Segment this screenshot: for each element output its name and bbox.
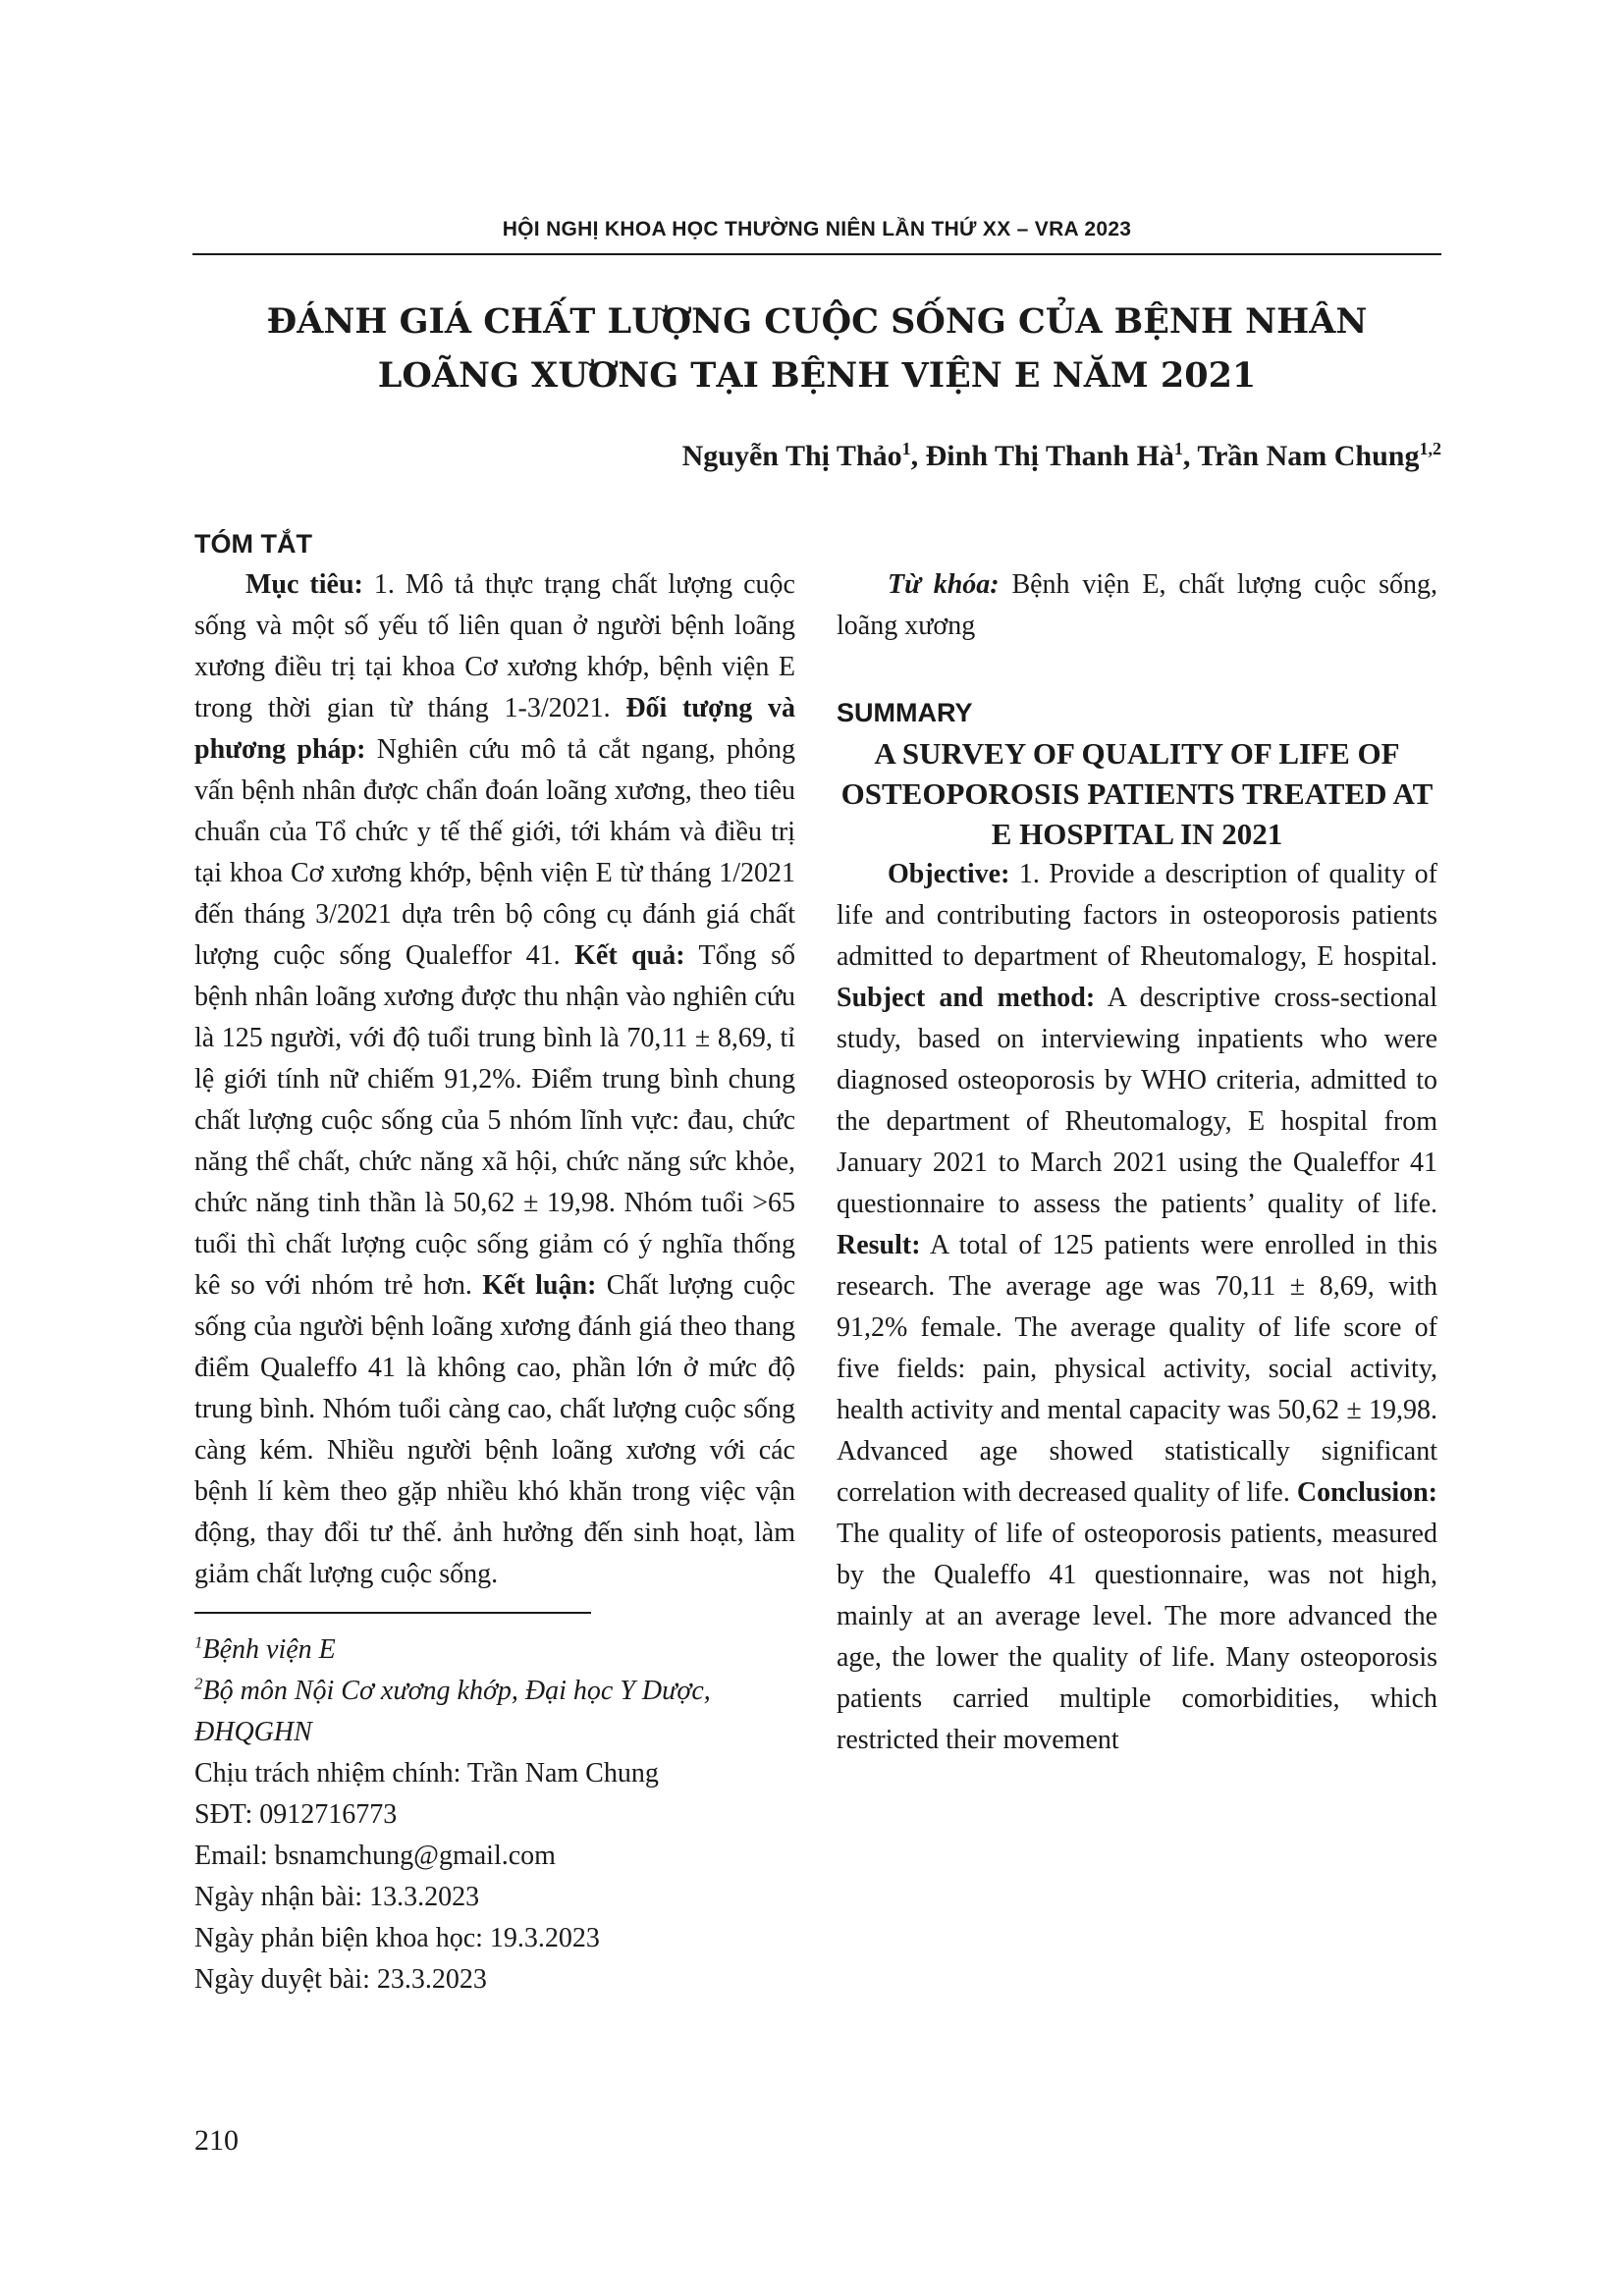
results-label: Kết quả: (574, 940, 685, 971)
footnote-text: Bộ môn Nội Cơ xương khớp, Đại học Y Dược, ĐHQGHN (194, 1676, 711, 1747)
title-line-1: ĐÁNH GIÁ CHẤT LƯỢNG CUỘC SỐNG CỦA BỆNH NHÂN (266, 301, 1368, 342)
title-line-2: LOÃNG XƯƠNG TẠI BỆNH VIỆN E NĂM 2021 (377, 355, 1257, 396)
page-number: 210 (194, 2124, 239, 2157)
objective-label: Mục tiêu: (245, 569, 363, 600)
en-title: A SURVEY OF QUALITY OF LIFE OF OSTEOPOROSIS PATIENTS TREATED AT E HOSPITAL IN 2021 (840, 736, 1434, 851)
en-abstract-heading: SUMMARY (837, 698, 973, 727)
email: Email: bsnamchung@gmail.com (194, 1841, 556, 1871)
author-list (682, 440, 1441, 473)
footnote-affiliation-1 (194, 1629, 803, 1671)
en-objective-label: Objective: (888, 859, 1010, 889)
footnote-mark: 2 (194, 1674, 203, 1693)
author-affiliation: 1 (901, 439, 911, 458)
author-separator: , (910, 440, 926, 472)
header-rule (192, 253, 1441, 255)
date-accepted: Ngày duyệt bài: 23.3.2023 (194, 1964, 487, 1995)
en-method-label: Subject and method: (837, 983, 1096, 1013)
keywords-label: Từ khóa: (888, 569, 1000, 600)
en-abstract-body (837, 854, 1437, 1761)
left-column (194, 523, 795, 1595)
author-name: Nguyễn Thị Thảo (681, 440, 902, 472)
keywords-text: Bệnh viện E, chất lượng cuộc sống, loãng xương (837, 569, 1437, 641)
author-affiliation: 1 (1173, 439, 1183, 458)
vn-abstract-body (194, 564, 795, 1595)
phone: SĐT: 0912716773 (194, 1799, 398, 1830)
date-reviewed: Ngày phản biện khoa học: 19.3.2023 (194, 1923, 600, 1953)
vn-abstract-heading: TÓM TẮT (194, 529, 312, 559)
footnotes (194, 1629, 803, 2001)
right-column (837, 523, 1437, 1761)
footnote-text: Bệnh viện E (202, 1634, 336, 1665)
section-gap (837, 647, 1437, 692)
en-result-label: Result: (837, 1230, 921, 1260)
author-separator: , (1182, 440, 1198, 472)
author-name: Đinh Thị Thanh Hà (925, 440, 1174, 472)
en-conclusion-label: Conclusion: (1296, 1477, 1437, 1508)
author-affiliation: 1,2 (1419, 439, 1441, 458)
en-method-text: A descriptive cross-sectional study, based on interviewing inpatients who were diagnosed osteoporosis by WHO criteria, admitted to the department of Rheutomalogy, E hospital from January 2021 to March 2021 using the Qualeffor 41 questionnaire to assess the patients’ quality of life. (837, 983, 1437, 1219)
methods-label: Đối tượng và phương pháp: (194, 693, 795, 765)
objective-text: 1. Mô tả thực trạng chất lượng cuộc sống và một số yếu tố liên quan ở người bệnh loãng xương điều trị tại khoa Cơ xương khớp, bệnh viện E trong thời gian từ tháng 1-3/2021. (194, 569, 795, 723)
en-objective-text: 1. Provide a description of quality of life and contributing factors in osteoporosis patients admitted to department of Rheutomalogy, E hospital. (837, 859, 1437, 972)
footnote-affiliation-2 (194, 1671, 803, 1753)
author-name: Trần Nam Chung (1197, 440, 1420, 472)
footnote-mark: 1 (194, 1632, 203, 1652)
footnote-rule (194, 1612, 591, 1614)
conclusion-text: Chất lượng cuộc sống của người bệnh loãng xương đánh giá theo thang điểm Qualeffo 41 là không cao, phần lớn ở mức độ trung bình. Nhóm tuổi càng cao, chất lượng cuộc sống càng kém. Nhiều người bệnh loãng xương với các bệnh lí kèm theo gặp nhiều khó khăn trong việc vận động, thay đổi tư thế. ảnh hưởng đến sinh hoạt, làm giảm chất lượng cuộc sống. (194, 1270, 796, 1589)
en-result-text: A total of 125 patients were enrolled in this research. The average age was 70,11 ± 8,69, with 91,2% female. The average quality of life score of five fields: pain, physical activity, social activity, health activity and mental capacity was 50,62 ± 19,98. Advanced age showed statistically significant correlation with decreased quality of life. (837, 1230, 1437, 1508)
responsible-author: Chịu trách nhiệm chính: Trần Nam Chung (194, 1758, 659, 1789)
date-received: Ngày nhận bài: 13.3.2023 (194, 1882, 480, 1912)
continuation-spacer (837, 523, 1437, 564)
conclusion-label: Kết luận: (482, 1270, 597, 1301)
article-title (192, 294, 1441, 402)
running-header: HỘI NGHỊ KHOA HỌC THƯỜNG NIÊN LẦN THỨ XX – VRA 2023 (502, 218, 1132, 240)
en-conclusion-text: The quality of life of osteoporosis patients, measured by the Qualeffo 41 questionnaire, was not high, mainly at an average level. The more advanced the age, the lower the quality of life. Many osteoporosis patients carried multiple comorbidities, which restricted their movement (837, 1519, 1437, 1755)
methods-text: Nghiên cứu mô tả cắt ngang, phỏng vấn bệnh nhân được chẩn đoán loãng xương, theo tiêu chuẩn của Tổ chức y tế thế giới, tới khám và điều trị tại khoa Cơ xương khớp, bệnh viện E từ tháng 1/2021 đến tháng 3/2021 dựa trên bộ công cụ đánh giá chất lượng cuộc sống Qualeffor 41. (194, 734, 795, 971)
results-text: Tổng số bệnh nhân loãng xương được thu nhận vào nghiên cứu là 125 người, với độ tuổi trung bình là 70,11 ± 8,69, tỉ lệ giới tính nữ chiếm 91,2%. Điểm trung bình chung chất lượng cuộc sống của 5 nhóm lĩnh vực: đau, chức năng thể chất, chức năng xã hội, chức năng sức khỏe, chức năng tinh thần là 50,62 ± 19,98. Nhóm tuổi >65 tuổi thì chất lượng cuộc sống giảm có ý nghĩa thống kê so với nhóm trẻ hơn. (194, 940, 796, 1301)
keywords (837, 564, 1437, 647)
